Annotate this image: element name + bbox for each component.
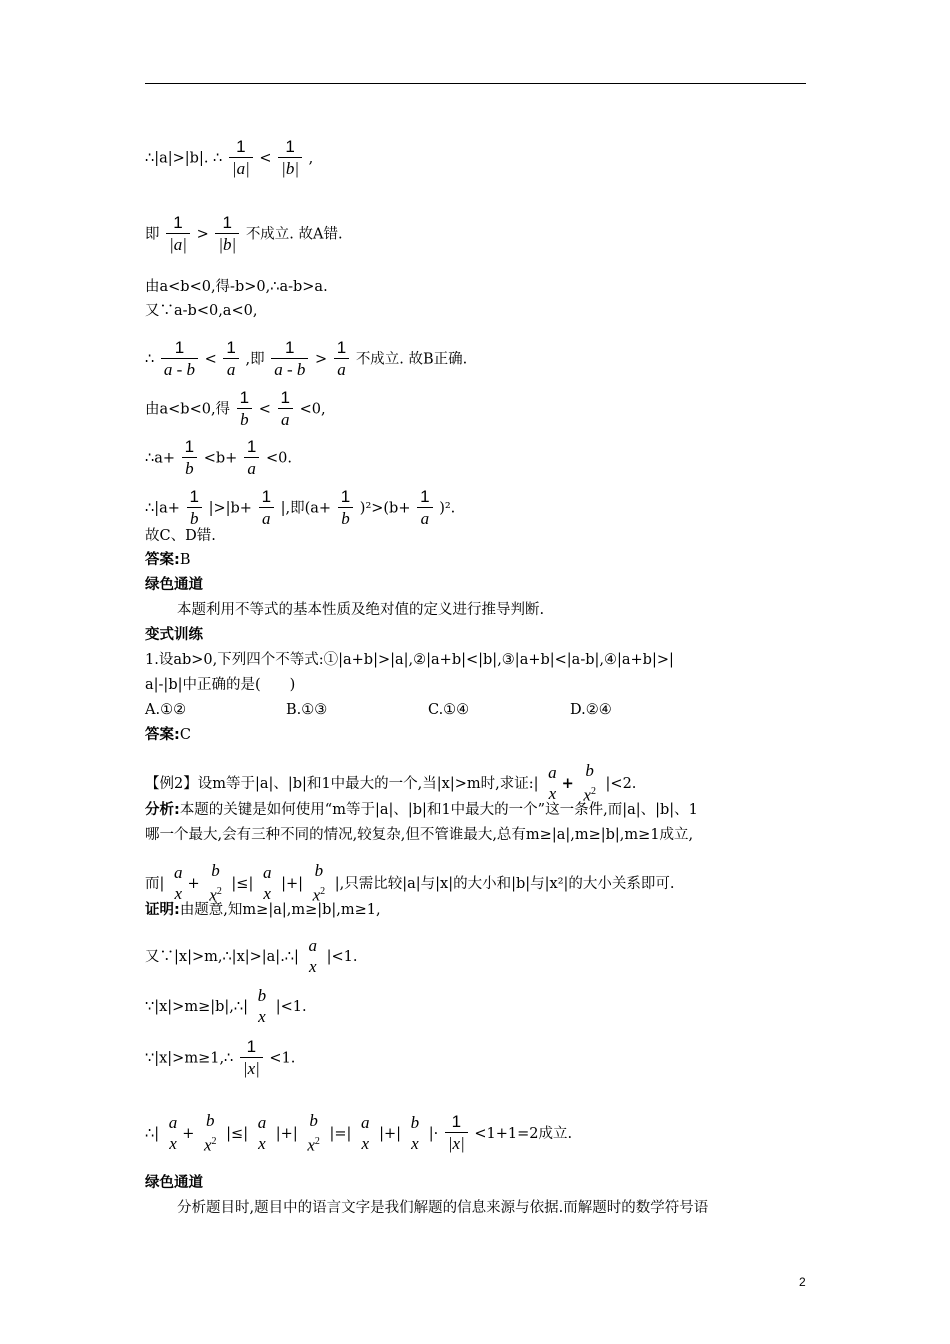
text: 【例2】设m等于|a|、|b|和1中最大的一个,当|x|>m时,求证:|: [145, 775, 539, 792]
answer-value: B: [179, 552, 191, 568]
variant-training-heading: 变式训练: [145, 627, 203, 643]
text: 而|: [145, 875, 165, 892]
text: ∴|a+: [145, 500, 180, 517]
fraction-b-over-x-squared: b $x^2$: [583, 761, 596, 805]
answer-label: 答案:: [145, 727, 180, 743]
fraction-1-over-abs-x: $\frac{1}{|x|}$: [240, 1037, 263, 1080]
text-line-4: 又∵a-b<0,a<0,: [145, 303, 258, 319]
text: |<1.: [326, 949, 358, 965]
proof-line-3: [145, 986, 307, 1028]
fraction-a-over-x: a x: [262, 862, 272, 903]
text: <: [258, 401, 271, 418]
text: ∴|a|>|b|. ∴: [145, 150, 223, 167]
fraction-b-over-x-squared: b $x^2$: [312, 861, 326, 905]
green-channel-heading-1: 绿色通道: [145, 577, 203, 593]
analysis-line-1: [145, 801, 698, 819]
math-line-5: [145, 338, 467, 381]
fraction-1-over-abs-b: $\frac{1}{|b|}$: [278, 137, 302, 180]
question-1-line-2: a|-|b|中正确的是( ): [145, 677, 296, 693]
text: |,即(a+: [280, 500, 332, 517]
fraction-1-over-b: $\frac{1}{b}$: [237, 388, 252, 431]
text: <0,: [299, 401, 326, 418]
text: <0.: [266, 450, 292, 467]
text: ∴: [145, 351, 155, 368]
answer-1: [145, 551, 190, 569]
proof-line-1: [145, 901, 381, 919]
text: 不成立. 故B正确.: [355, 351, 468, 368]
fraction-a-over-x: a x: [174, 862, 183, 903]
text: |,只需比较|a|与|x|的大小和|b|与|x²|的大小关系即可.: [334, 875, 675, 892]
option-c: C.①④: [428, 702, 470, 718]
fraction-1-over-abs-a: $\frac{1}{|a|}$: [229, 137, 253, 180]
text: ∵|x|>m≥1,∴: [145, 1050, 234, 1067]
text-line-9: 故C、D错.: [145, 528, 216, 544]
green-channel-text-1: 本题利用不等式的基本性质及绝对值的定义进行推导判断.: [177, 602, 545, 618]
fraction-1-over-a: $\frac{1}{a}$: [334, 338, 349, 381]
fraction-b-over-x: b x: [410, 1112, 420, 1153]
text: ∴a+: [145, 450, 176, 467]
option-b: B.①③: [286, 702, 328, 718]
text: <1+1=2成立.: [474, 1125, 573, 1142]
fraction-1-over-abs-a: $\frac{1}{|a|}$: [166, 213, 190, 256]
fraction-a-over-x: a x: [168, 1112, 178, 1153]
math-line-8: [145, 487, 455, 530]
answer-label: 答案:: [145, 552, 180, 568]
fraction-b-over-x-squared: b $x^2$: [307, 1111, 320, 1155]
text: <b+: [203, 450, 238, 467]
text: |≤|: [226, 1125, 249, 1142]
text: |·: [428, 1125, 439, 1142]
question-1-line-1: 1.设ab>0,下列四个不等式:①|a+b|>|a|,②|a+b|<|b|,③|a+b|<|a-b|,④|a+b|>|: [145, 652, 674, 668]
text: ∵|x|>m≥|b|,∴|: [145, 999, 248, 1015]
fraction-a-over-x: a x: [257, 1112, 267, 1153]
proof-label: 证明:: [145, 902, 180, 918]
text: )²>(b+: [359, 500, 411, 517]
text: |=|: [329, 1125, 352, 1142]
text: <1.: [269, 1050, 296, 1067]
text: 即: [145, 226, 160, 243]
analysis-line-3: 而| a x + b $x^2$ |≤| a x |+| b $x^2$ |,只需比较|a|与|x|的大小和|b|与|x²|的大小关系即可.: [145, 861, 675, 905]
answer-2: [145, 726, 191, 744]
fraction-1-over-a: $\frac{1}{a}$: [417, 487, 432, 530]
fraction-b-over-x-squared: b $x^2$: [204, 1111, 217, 1155]
text: 由a<b<0,得: [145, 401, 231, 418]
fraction-1-over-abs-b: $\frac{1}{|b|}$: [215, 213, 239, 256]
fraction-1-over-b: $\frac{1}{b}$: [182, 437, 197, 480]
analysis-line-2: 哪一个最大,会有三种不同的情况,较复杂,但不管谁最大,总有m≥|a|,m≥|b|,m≥1成立,: [145, 827, 694, 843]
option-d: D.②④: [570, 702, 612, 718]
fraction-1-over-a-minus-b: $\frac{1}{a - b}$: [271, 338, 308, 381]
text-line-3: 由a<b<0,得-b>0,∴a-b>a.: [145, 279, 328, 295]
text: >: [196, 226, 209, 243]
text: |<1.: [275, 999, 307, 1015]
question-1-options: [145, 701, 745, 719]
fraction-1-over-a: $\frac{1}{a}$: [259, 487, 274, 530]
header-rule: [145, 83, 806, 84]
text: <: [259, 150, 272, 167]
page-number: 2: [799, 1275, 806, 1289]
text: 不成立. 故A错.: [245, 226, 343, 243]
option-a: A.①②: [145, 702, 187, 718]
text: >: [314, 351, 328, 368]
proof-line-2: [145, 936, 358, 978]
fraction-b-over-x: b x: [257, 986, 267, 1026]
text: ,即: [245, 351, 265, 368]
analysis-label: 分析:: [145, 802, 180, 818]
fraction-a-over-x: a x: [308, 936, 318, 976]
text: 本题的关键是如何使用“m等于|a|、|b|和1中最大的一个”这一条件,而|a|、|b|、1: [179, 802, 698, 818]
fraction-1-over-a: $\frac{1}{a}$: [278, 388, 293, 431]
fraction-a-over-x: a x: [361, 1112, 370, 1153]
text: 又∵|x|>m,∴|x|>|a|.∴|: [145, 949, 299, 965]
text: <: [204, 351, 217, 368]
proof-line-4: [145, 1037, 295, 1080]
math-line-6: [145, 388, 326, 431]
fraction-b-over-x-squared: b $x^2$: [209, 861, 222, 905]
text: ,: [308, 150, 314, 167]
math-line-1: [145, 137, 313, 180]
text: |+|: [379, 1125, 402, 1142]
math-line-2: [145, 213, 343, 256]
fraction-1-over-b: $\frac{1}{b}$: [338, 487, 353, 530]
text: |≤|: [231, 875, 254, 892]
green-channel-heading-2: 绿色通道: [145, 1175, 203, 1191]
text: |+|: [275, 1125, 298, 1142]
fraction-a-over-x: a x: [548, 762, 557, 803]
text: |<2.: [605, 775, 637, 792]
fraction-1-over-a-minus-b: $\frac{1}{a - b}$: [161, 338, 198, 381]
text: |+|: [281, 875, 303, 892]
fraction-1-over-abs-x: $\frac{1}{|x|}$: [445, 1112, 468, 1155]
fraction-1-over-b: $\frac{1}{b}$: [187, 487, 202, 530]
answer-value: C: [179, 727, 191, 743]
text: |>|b+: [208, 500, 252, 517]
math-line-7: [145, 437, 292, 480]
example-2-statement: 【例2】设m等于|a|、|b|和1中最大的一个,当|x|>m时,求证:| a x + b $x^2$ |<2.: [145, 761, 637, 805]
proof-line-5: ∴| a x + b $x^2$ |≤| a x |+| b $x^2$ |=| a x |+| b x |· $\frac{1}{|x|}$ <1+1=2成立.: [145, 1111, 573, 1155]
green-channel-text-2: 分析题目时,题目中的语言文字是我们解题的信息来源与依据.而解题时的数学符号语: [177, 1200, 709, 1216]
fraction-1-over-a: $\frac{1}{a}$: [244, 437, 259, 480]
text: 由题意,知m≥|a|,m≥|b|,m≥1,: [179, 902, 381, 918]
fraction-1-over-a: $\frac{1}{a}$: [223, 338, 238, 381]
text: )².: [439, 500, 456, 517]
text: ∴|: [145, 1125, 160, 1142]
